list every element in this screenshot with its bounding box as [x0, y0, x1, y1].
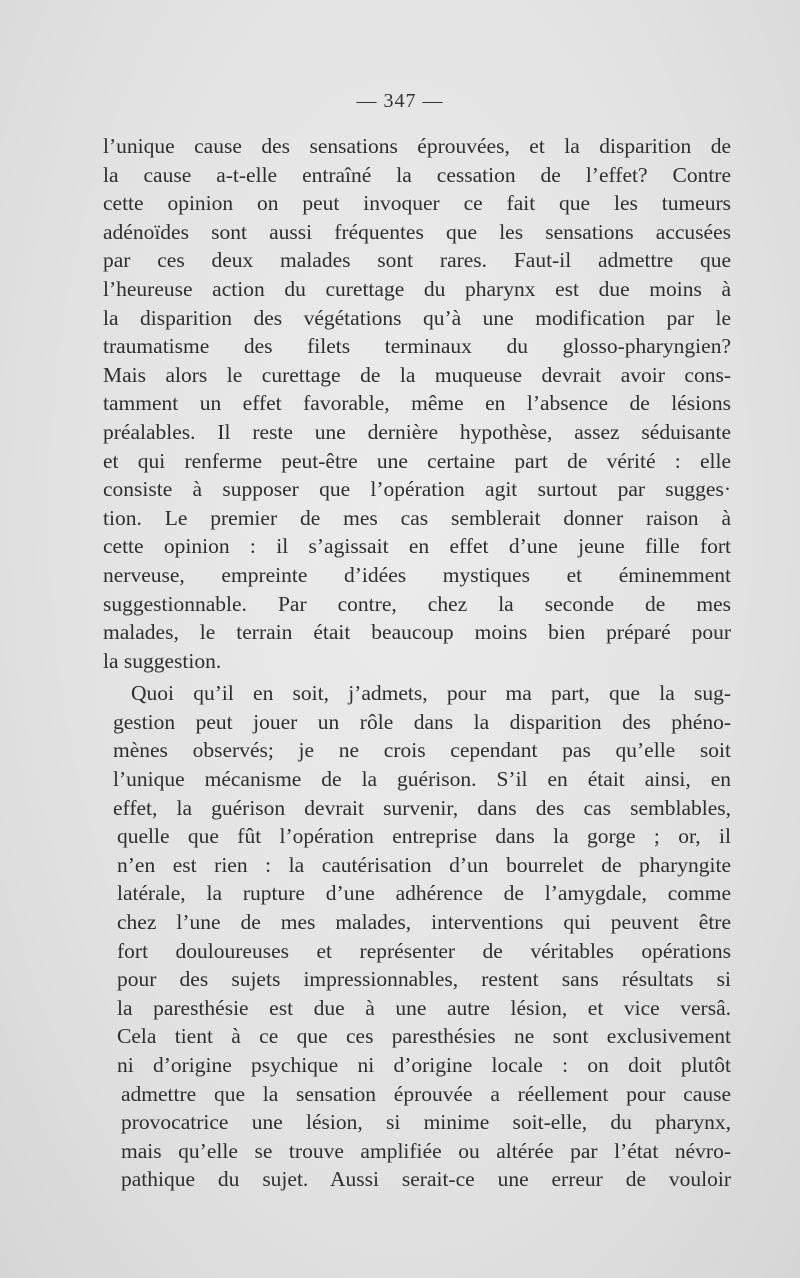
text-line: malades, le terrain était beaucoup moins bien préparé pour	[103, 620, 731, 645]
paragraph-1	[103, 132, 731, 675]
text-line: traumatisme des filets terminaux du glosso-pharyngien?	[103, 334, 731, 359]
text-line: admettre que la sensation éprouvée a réellement pour cause	[121, 1081, 731, 1106]
text-line: l’heureuse action du curettage du pharynx est due moins à	[103, 276, 731, 301]
body-text	[103, 132, 731, 1194]
text-line: pathique du sujet. Aussi serait-ce une erreur de vouloir	[121, 1167, 731, 1192]
text-line: n’en est rien : la cautérisation d’un bourrelet de pharyngite	[117, 852, 731, 877]
text-line: la cause a-t-elle entraîné la cessation de l’effet? Contre	[103, 162, 731, 187]
text-line: Cela tient à ce que ces paresthésies ne sont exclusivement	[117, 1024, 731, 1049]
text-line: préalables. Il reste une dernière hypothèse, assez séduisante	[103, 419, 731, 444]
text-line: chez l’une de mes malades, interventions qui peuvent être	[117, 910, 731, 935]
text-line: tion. Le premier de mes cas semblerait donner raison à	[103, 505, 731, 530]
text-line: la disparition des végétations qu’à une modification par le	[103, 305, 731, 330]
text-line: mais qu’elle se trouve amplifiée ou altérée par l’état névro-	[121, 1138, 731, 1163]
text-line: l’unique cause des sensations éprouvées, et la disparition de	[103, 134, 731, 158]
text-line: nerveuse, empreinte d’idées mystiques et éminemment	[103, 562, 731, 587]
text-line: par ces deux malades sont rares. Faut-il admettre que	[103, 248, 731, 273]
text-line: et qui renferme peut-être une certaine part de vérité : elle	[103, 448, 731, 473]
text-line: la paresthésie est due à une autre lésion, et vice versâ.	[117, 995, 731, 1020]
text-line: Mais alors le curettage de la muqueuse devrait avoir cons-	[103, 362, 731, 387]
text-line: mènes observés; je ne crois cependant pas qu’elle soit	[113, 738, 731, 763]
text-line: latérale, la rupture d’une adhérence de l’amygdale, comme	[117, 881, 731, 906]
text-line: suggestionnable. Par contre, chez la seconde de mes	[103, 591, 731, 616]
text-line: Quoi qu’il en soit, j’admets, pour ma part, que la sug-	[131, 681, 731, 706]
page-number: — 347 —	[356, 90, 444, 112]
text-line: la suggestion.	[103, 648, 222, 673]
text-line: effet, la guérison devrait survenir, dans des cas semblables,	[113, 795, 731, 820]
text-line: cette opinion : il s’agissait en effet d’une jeune fille fort	[103, 534, 731, 559]
text-line: adénoïdes sont aussi fréquentes que les sensations accusées	[103, 219, 731, 244]
text-line: l’unique mécanisme de la guérison. S’il en était ainsi, en	[113, 767, 731, 792]
text-line: consiste à supposer que l’opération agit surtout par sugges·	[103, 477, 731, 502]
paragraph-2	[103, 679, 731, 1194]
text-line: tamment un effet favorable, même en l’absence de lésions	[103, 391, 731, 416]
text-line: quelle que fût l’opération entreprise dans la gorge ; or, il	[117, 824, 731, 849]
text-line: pour des sujets impressionnables, restent sans résultats si	[117, 967, 731, 992]
text-line: cette opinion on peut invoquer ce fait que les tumeurs	[103, 191, 731, 216]
text-line: fort douloureuses et représenter de véritables opérations	[117, 938, 731, 963]
text-line: gestion peut jouer un rôle dans la disparition des phéno-	[113, 709, 731, 734]
text-line: provocatrice une lésion, si minime soit-elle, du pharynx,	[121, 1110, 731, 1135]
text-line: ni d’origine psychique ni d’origine locale : on doit plutôt	[117, 1053, 731, 1077]
